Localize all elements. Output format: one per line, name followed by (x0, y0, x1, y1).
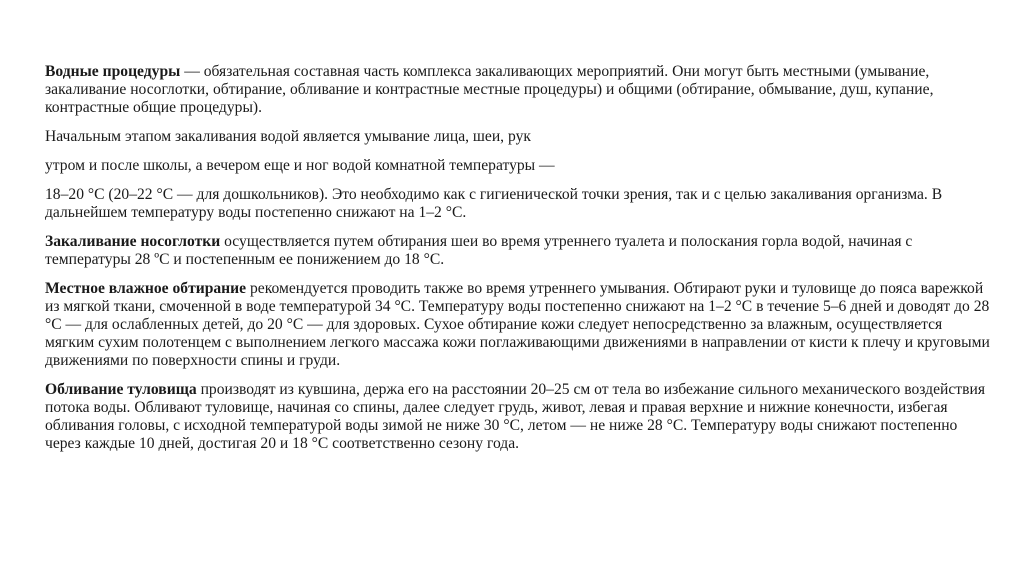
paragraph-text: утром и после школы, а вечером еще и ног водой комнатной температуры — (45, 157, 555, 174)
term-water-procedures: Водные процедуры (45, 63, 181, 80)
term-torso-dousing: Обливание туловища (45, 381, 197, 398)
slide-text-body (45, 63, 990, 464)
paragraph-text: 18–20 °С (20–22 °С — для дошкольников). Это необходимо как с гигиенической точки зрения, так и с целью закаливания организма. В дальнейшем температуру воды постепенно снижают на 1–2 °С. (45, 186, 943, 221)
paragraph-text: — обязательная составная часть комплекса закаливающих мероприятий. Они могут быть местными (умывание, закаливание носоглотки, обтирание, обливание и контрастные местные процедуры) и общими (обтирание, обмывание, душ, купание, контрастные общие процедуры). (45, 63, 934, 116)
paragraph-torso-dousing (45, 381, 990, 453)
paragraph-morning-evening (45, 157, 990, 175)
paragraph-text: производят из кувшина, держа его на расстоянии 20–25 см от тела во избежание сильного механического воздействия потока воды. Обливают туловище, начиная со спины, далее следует грудь, живот, левая и правая верхние и нижние конечности, избегая обливания головы, с исходной температурой воды зимой не ниже 30 °С, летом — не ниже 28 °С. Температуру воды снижают постепенно через каждые 10 дней, достигая 20 и 18 °С соответственно сезону года. (45, 381, 985, 452)
term-local-rubbing: Местное влажное обтирание (45, 280, 247, 297)
paragraph-local-rubbing (45, 280, 990, 370)
paragraph-water-procedures (45, 63, 990, 117)
paragraph-text: Начальным этапом закаливания водой является умывание лица, шеи, рук (45, 128, 531, 145)
term-nasopharynx: Закаливание носоглотки (45, 233, 221, 250)
paragraph-nasopharynx (45, 233, 990, 269)
paragraph-text: осуществляется путем обтирания шеи во время утреннего туалета и полоскания горла водой, начиная с температуры 28 ºС и постепенным ее понижением до 18 °С. (45, 233, 913, 268)
paragraph-temperature (45, 186, 990, 222)
paragraph-text: рекомендуется проводить также во время утреннего умывания. Обтирают руки и туловище до пояса варежкой из мягкой ткани, смоченной в воде температурой 34 °С. Температуру воды постепенно снижают на 1–2 °С в течение 5–6 дней и доводят до 28 °С — для ослабленных детей, до 20 °С — для здоровых. Сухое обтирание кожи следует непосредственно за влажным, осуществляется мягким сухим полотенцем с выполнением легкого массажа кожи поглаживающими движениями в направлении от кисти к плечу и круговыми движениями по поверхности спины и груди. (45, 280, 990, 369)
paragraph-initial-stage (45, 128, 990, 146)
